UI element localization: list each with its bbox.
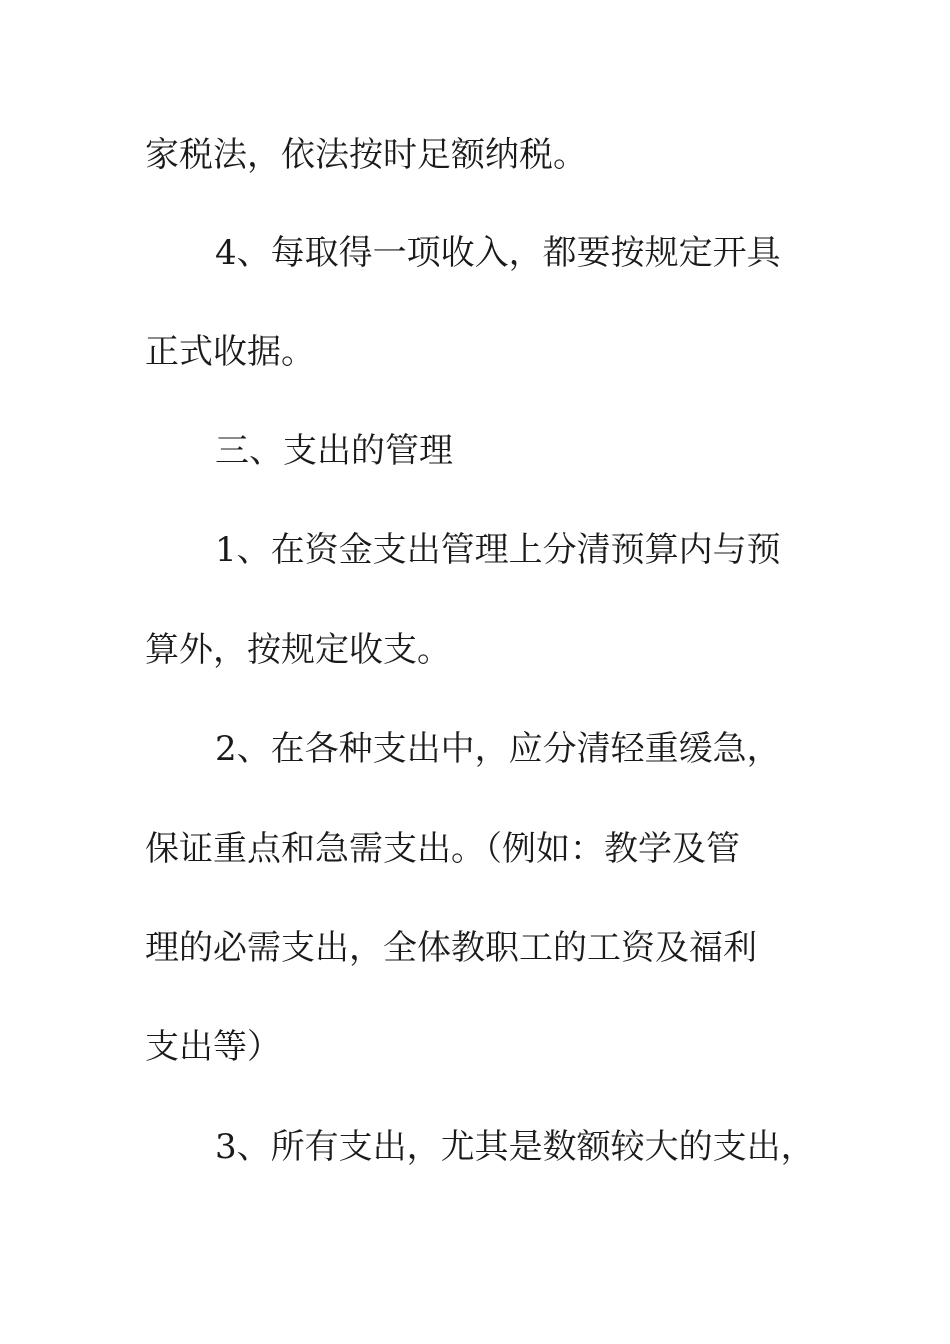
text-line-3: 正式收据。 <box>145 332 315 372</box>
text-line-2: 4、每取得一项收入，都要按规定开具 <box>215 233 781 273</box>
text-line-10: 支出等） <box>145 1027 281 1067</box>
text-line-6: 算外，按规定收支。 <box>145 630 451 670</box>
text-line-8: 保证重点和急需支出。（例如：教学及管 <box>145 829 740 869</box>
text-line-1: 家税法，依法按时足额纳税。 <box>145 135 587 175</box>
text-line-11: 3、所有支出，尤其是数额较大的支出， <box>215 1127 815 1167</box>
text-line-9: 理的必需支出，全体教职工的工资及福利 <box>145 928 757 968</box>
section-heading: 三、支出的管理 <box>215 431 453 471</box>
text-line-7: 2、在各种支出中，应分清轻重缓急， <box>215 729 781 769</box>
text-line-5: 1、在资金支出管理上分清预算内与预 <box>215 530 781 570</box>
